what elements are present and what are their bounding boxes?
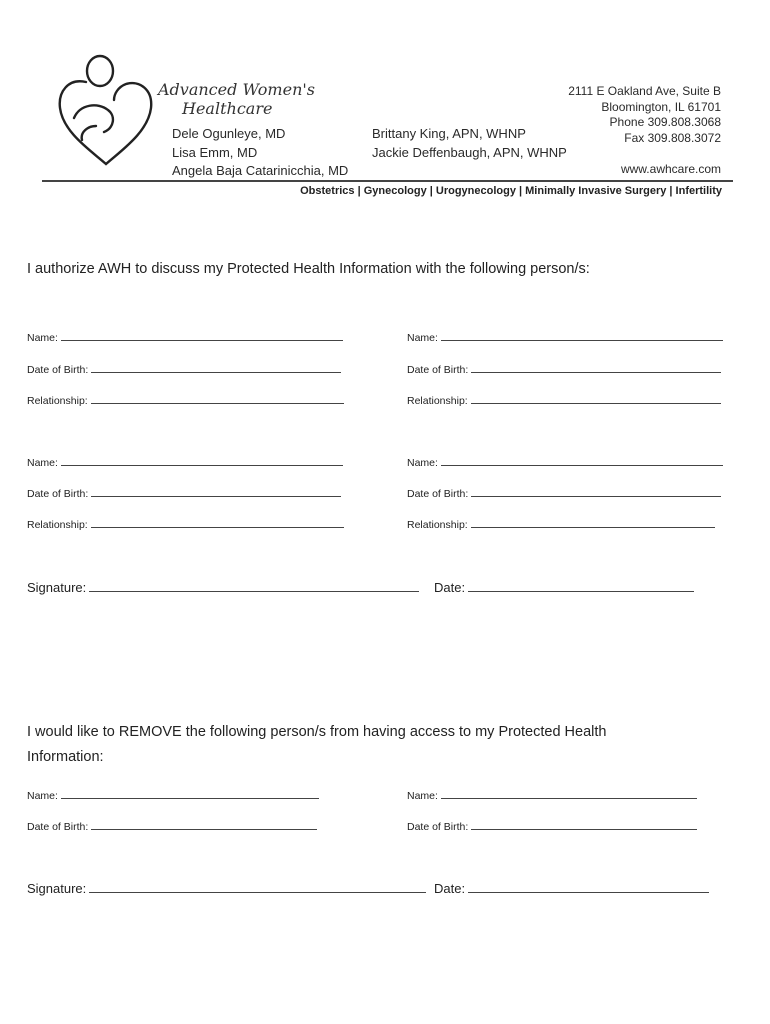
dob-line [91, 362, 341, 373]
auth-person-4-relationship[interactable] [407, 517, 715, 531]
dob-label: Date of Birth: [407, 821, 469, 833]
relationship-label: Relationship: [407, 519, 468, 531]
auth-signature-field[interactable] [27, 580, 419, 595]
remove-signature-field[interactable] [27, 881, 426, 896]
auth-person-3-dob[interactable] [27, 486, 341, 500]
relationship-line [471, 393, 721, 404]
dob-line [471, 819, 697, 830]
name-label: Name: [27, 332, 58, 344]
name-label: Name: [407, 457, 438, 469]
physician-2: Lisa Emm, MD [172, 145, 258, 160]
auth-person-2-dob[interactable] [407, 362, 721, 376]
remove-person-2-name[interactable] [407, 788, 697, 802]
header-divider [42, 180, 733, 182]
brand-line-2: Healthcare [182, 99, 273, 118]
dob-line [91, 486, 341, 497]
dob-label: Date of Birth: [407, 488, 469, 500]
name-line [61, 330, 343, 341]
fax-number: Fax 309.808.3072 [624, 130, 721, 145]
name-label: Name: [27, 790, 58, 802]
awh-logo [56, 52, 156, 170]
auth-person-3-relationship[interactable] [27, 517, 344, 531]
auth-person-1-dob[interactable] [27, 362, 341, 376]
date-line [468, 881, 709, 893]
remove-person-1-name[interactable] [27, 788, 319, 802]
remove-intro-line-2: Information: [27, 749, 104, 765]
dob-label: Date of Birth: [27, 364, 89, 376]
phone-number: Phone 309.808.3068 [609, 115, 721, 129]
remove-person-2-dob[interactable] [407, 819, 697, 833]
authorize-intro: I authorize AWH to discuss my Protected Health Information with the following person/s: [27, 261, 590, 277]
date-label: Date: [434, 580, 466, 595]
signature-line [89, 881, 426, 893]
specialties: Obstetrics | Gynecology | Urogynecology | Minimally Invasive Surgery | Infertility [300, 185, 722, 197]
relationship-label: Relationship: [407, 395, 468, 407]
name-label: Name: [407, 332, 438, 344]
dob-line [91, 819, 317, 830]
physician-3: Angela Baja Catarinicchia, MD [172, 163, 349, 178]
relationship-label: Relationship: [27, 395, 88, 407]
remove-intro-line-1: I would like to REMOVE the following person/s from having access to my Protected Health [27, 724, 607, 740]
signature-line [89, 580, 419, 592]
auth-person-4-dob[interactable] [407, 486, 721, 500]
auth-person-1-name[interactable] [27, 330, 343, 344]
dob-label: Date of Birth: [407, 364, 469, 376]
name-line [441, 330, 723, 341]
dob-label: Date of Birth: [27, 821, 89, 833]
name-label: Name: [27, 457, 58, 469]
address-block [568, 84, 721, 146]
physician-1: Dele Ogunleye, MD [172, 126, 286, 141]
brand-line-1: Advanced Women's [158, 80, 315, 99]
signature-label: Signature: [27, 580, 87, 595]
name-label: Name: [407, 790, 438, 802]
practitioner-2: Jackie Deffenbaugh, APN, WHNP [372, 145, 567, 160]
website: www.awhcare.com [620, 162, 721, 176]
auth-person-1-relationship[interactable] [27, 393, 344, 407]
name-line [61, 788, 319, 799]
date-label: Date: [434, 881, 466, 896]
relationship-line [471, 517, 715, 528]
practitioner-1: Brittany King, APN, WHNP [372, 126, 526, 141]
name-line [61, 455, 343, 466]
auth-person-2-relationship[interactable] [407, 393, 721, 407]
auth-person-2-name[interactable] [407, 330, 723, 344]
dob-line [471, 362, 721, 373]
address-line-1: 2111 E Oakland Ave, Suite B [568, 84, 721, 98]
brand-name [158, 80, 315, 118]
name-line [441, 788, 697, 799]
relationship-line [91, 517, 344, 528]
dob-label: Date of Birth: [27, 488, 89, 500]
relationship-label: Relationship: [27, 519, 88, 531]
date-line [468, 580, 694, 592]
auth-person-3-name[interactable] [27, 455, 343, 469]
auth-person-4-name[interactable] [407, 455, 723, 469]
relationship-line [91, 393, 344, 404]
remove-person-1-dob[interactable] [27, 819, 317, 833]
remove-date-field[interactable] [434, 881, 709, 896]
dob-line [471, 486, 721, 497]
auth-date-field[interactable] [434, 580, 694, 595]
name-line [441, 455, 723, 466]
address-line-2: Bloomington, IL 61701 [601, 99, 721, 114]
signature-label: Signature: [27, 881, 87, 896]
